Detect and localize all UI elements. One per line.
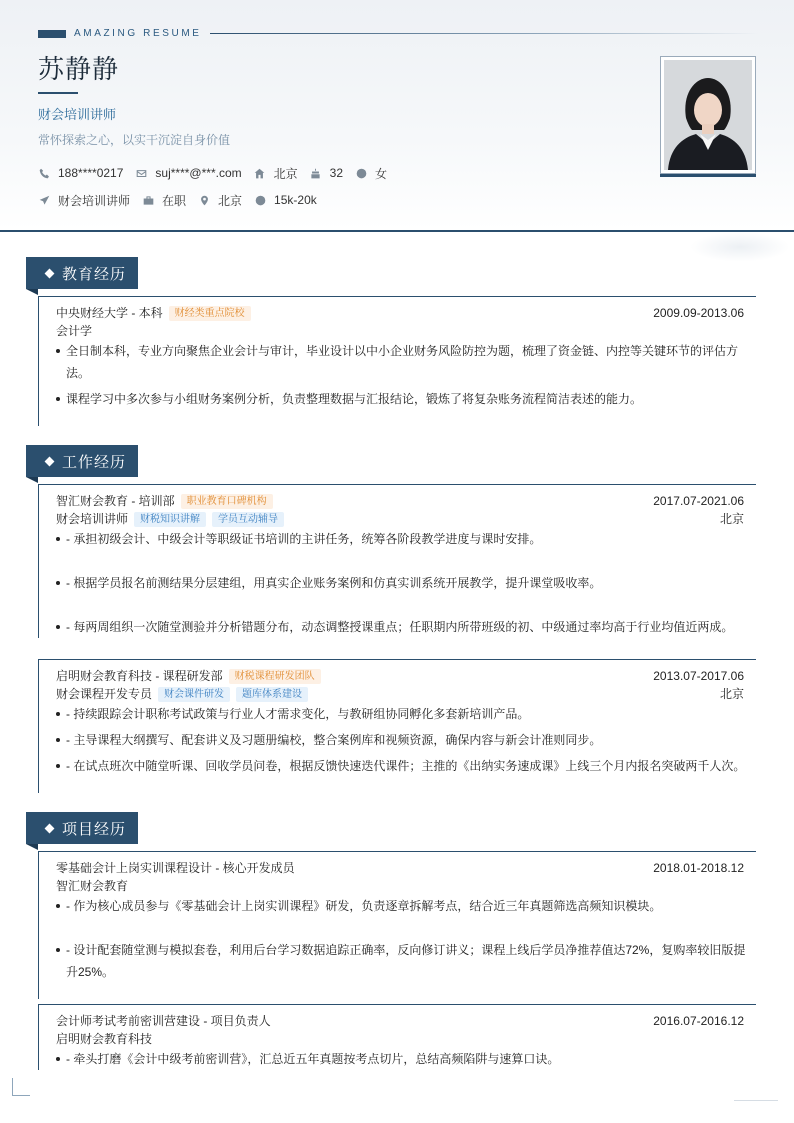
work-bullet (56, 528, 750, 550)
work-bullet (56, 616, 750, 638)
work-bullet (56, 729, 750, 751)
info-age (310, 166, 343, 180)
send-icon (38, 194, 50, 206)
project-org: 智汇财会教育 (56, 879, 129, 893)
info-status-text: 在职 (162, 193, 187, 208)
corner-mark (12, 1078, 30, 1096)
work-entry (38, 484, 756, 638)
work-bullet (56, 755, 750, 777)
info-gender-text: 女 (375, 166, 388, 181)
work-position: 财会培训讲师 (56, 512, 129, 526)
candidate-name: 苏静静 (38, 54, 120, 84)
work-bullet-text: - 主导课程大纲撰写、配套讲义及习题册编校，整合案例库和视频资源，确保内容与新会计准则同步。 (66, 733, 602, 747)
work-city: 北京 (719, 687, 744, 701)
project-header-line (56, 859, 750, 877)
info-target-role-text: 财会培训讲师 (58, 193, 131, 208)
salary-icon (254, 194, 266, 206)
work-bullet-text: - 持续跟踪会计职称考试政策与行业人才需求变化，与教研组协同孵化多套新培训产品。 (66, 707, 530, 721)
briefcase-icon (142, 194, 154, 206)
info-phone (38, 166, 123, 180)
work-company-tag: 财税课程研发团队 (229, 669, 321, 684)
project-title: 会计师考试考前密训营建设 - 项目负责人 (56, 1014, 271, 1028)
work-company: 智汇财会教育 - 培训部 (56, 494, 175, 508)
work-header-line (56, 667, 750, 685)
decorative-shadow (690, 232, 790, 262)
info-email-text: suj****@***.com (155, 166, 242, 180)
project-bullet (56, 939, 750, 983)
section-header-education (26, 257, 138, 289)
work-bullet-text: - 根据学员报名前测结果分层建组，用真实企业账务案例和仿真实训系统开展教学，提升课堂吸收率。 (66, 576, 602, 590)
project-period: 2016.07-2016.12 (653, 1014, 744, 1028)
project-entry (38, 1004, 756, 1070)
phone-icon (38, 167, 50, 179)
work-skill-tag: 学员互动辅导 (212, 512, 284, 527)
project-entry (38, 851, 756, 999)
work-skill-tag: 题库体系建设 (236, 687, 308, 702)
info-target-role (38, 192, 130, 209)
info-age-text: 32 (329, 166, 343, 180)
brand-text: AMAZING RESUME (74, 28, 202, 39)
brand-accent-bar (38, 30, 66, 38)
work-bullet-text: - 每两周组织一次随堂测验并分析错题分布，动态调整授课重点；任职期内所带班级的初、中级通过率均高于行业均值近两成。 (66, 620, 734, 634)
info-home-text: 北京 (273, 166, 298, 181)
name-underline (38, 92, 78, 94)
education-school: 中央财经大学 - 本科 (56, 306, 163, 320)
location-pin-icon (198, 194, 210, 206)
education-bullet (56, 340, 750, 384)
education-bullet (56, 388, 750, 410)
section-title-education: 教育经历 (62, 265, 127, 283)
info-status (142, 192, 186, 209)
section-header-project (26, 812, 138, 844)
diamond-icon (45, 268, 55, 278)
work-company-tag: 职业教育口碑机构 (181, 494, 273, 509)
project-bullet (56, 895, 750, 917)
job-info-row (38, 192, 329, 208)
info-phone-text: 188****0217 (58, 166, 124, 180)
section-title-project: 项目经历 (62, 820, 127, 838)
work-company: 启明财会教育科技 - 课程研发部 (56, 669, 223, 683)
project-bullet-text: - 牵头打磨《会计中级考前密训营》，汇总近五年真题按考点切片，总结高频陷阱与速算口诀。 (66, 1052, 560, 1066)
candidate-role: 财会培训讲师 (38, 107, 117, 122)
brand-row (38, 27, 758, 41)
info-location-text: 北京 (218, 193, 243, 208)
diamond-icon (45, 823, 55, 833)
work-skill-tag: 财税知识讲解 (134, 512, 206, 527)
project-header-line (56, 1012, 750, 1030)
section-title-work: 工作经历 (62, 453, 127, 471)
education-tag: 财经类重点院校 (169, 306, 251, 321)
work-bullet-text: - 承担初级会计、中级会计等职级证书培训的主讲任务，统筹各阶段教学进度与课时安排。 (66, 532, 542, 546)
work-city: 北京 (719, 512, 744, 526)
education-bullet-text-cont: 法。 (66, 366, 91, 380)
project-period: 2018.01-2018.12 (653, 861, 744, 875)
work-bullet (56, 572, 750, 594)
work-skill-tag: 财会课件研发 (158, 687, 230, 702)
resume-header (0, 0, 794, 232)
project-org: 启明财会教育科技 (56, 1032, 153, 1046)
project-bullet-text-cont: 升25%。 (66, 965, 115, 979)
info-salary-text: 15k-20k (274, 193, 317, 207)
work-entry (38, 659, 756, 793)
diamond-icon (45, 456, 55, 466)
work-header-line (56, 492, 750, 510)
info-salary (254, 193, 317, 207)
project-bullet (56, 1048, 750, 1070)
info-gender (355, 165, 387, 182)
home-icon (254, 167, 266, 179)
cake-icon (310, 167, 322, 179)
project-bullet-text: - 设计配套随堂测与模拟套卷，利用后台学习数据追踪正确率，反向修订讲义；课程上线后学员净推荐值达72%，复购率较旧版提 (66, 943, 746, 957)
project-title: 零基础会计上岗实训课程设计 - 核心开发成员 (56, 861, 295, 875)
project-bullet-text: - 作为核心成员参与《零基础会计上岗实训课程》研发，负责逐章拆解考点，结合近三年真题筛选高频知识模块。 (66, 899, 662, 913)
work-position-line (56, 510, 750, 528)
profile-photo (664, 60, 752, 170)
work-bullet (56, 703, 750, 725)
contact-info-row (38, 165, 399, 181)
education-entry (38, 296, 756, 426)
education-bullet-text: 课程学习中多次参与小组财务案例分析，负责整理数据与汇报结论，锻炼了将复杂账务流程简洁表述的能力。 (66, 392, 643, 406)
education-bullet-text: 全日制本科，专业方向聚焦企业会计与审计，毕业设计以中小企业财务风险防控为题，梳理了资金链、内控等关键环节的评估方 (66, 344, 739, 358)
work-position: 财会课程开发专员 (56, 687, 153, 701)
work-period: 2013.07-2017.06 (653, 669, 744, 683)
profile-photo-frame (660, 56, 756, 174)
mail-icon (135, 167, 147, 179)
education-header-line (56, 304, 750, 322)
candidate-motto: 常怀探索之心，以实干沉淀自身价值 (38, 133, 231, 147)
education-period: 2009.09-2013.06 (653, 306, 744, 320)
section-header-work (26, 445, 138, 477)
gender-icon (355, 167, 367, 179)
work-period: 2017.07-2021.06 (653, 494, 744, 508)
education-major: 会计学 (56, 324, 93, 338)
work-position-line (56, 685, 750, 703)
info-location (198, 192, 242, 209)
info-email (135, 166, 241, 180)
footer-rule (734, 1100, 778, 1101)
info-home (254, 165, 298, 182)
brand-divider (210, 33, 758, 34)
work-bullet-text: - 在试点班次中随堂听课、回收学员问卷，根据反馈快速迭代课件；主推的《出纳实务速成课》上线三个月内报名突破两千人次。 (66, 759, 746, 773)
